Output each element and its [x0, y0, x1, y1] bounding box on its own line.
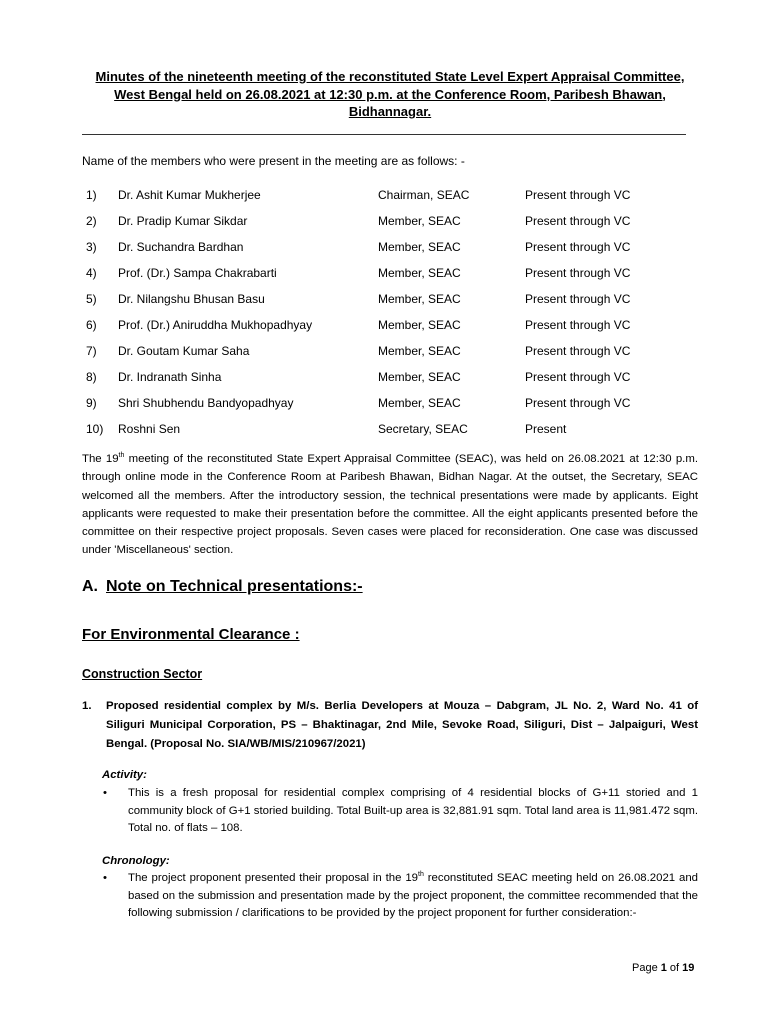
- member-row: [82, 290, 698, 316]
- proposal-text: Proposed residential complex by M/s. Berlia Developers at Mouza – Dabgram, JL No. 2, Ward No. 41 of Siliguri Municipal Corporation, PS – Bhaktinagar, 2nd Mile, Sevoke Road, Siliguri, Dist – Jalpaiguri, West Bengal. (Proposal No. SIA/WB/MIS/210967/2021): [106, 700, 698, 750]
- member-number: 4): [86, 266, 97, 280]
- member-status: Present through VC: [525, 292, 631, 306]
- page-number: Page 1 of 19: [632, 962, 695, 974]
- member-status: Present through VC: [525, 344, 631, 358]
- member-row: [82, 394, 698, 420]
- member-status: Present through VC: [525, 396, 631, 410]
- member-designation: Member, SEAC: [378, 292, 461, 306]
- member-designation: Secretary, SEAC: [378, 422, 468, 436]
- member-status: Present through VC: [525, 240, 631, 254]
- meeting-summary: The 19th meeting of the reconstituted State Expert Appraisal Committee (SEAC), was held on 26.08.2021 at 12:30 p.m. through online mode in the Conference Room at Paribesh Bhawan, Bidhan Nagar. At the outset, the Secretary, SEAC welcomed all the members. After the introductory session, the technical presentations were made by applicants. Eight applicants were requested to make their presentation before the committee. All the eight applicants presented before the committee on their respective project proposals. Seven cases were placed for reconsideration. One case was discussed under 'Miscellaneous' section.: [82, 452, 698, 557]
- section-a-heading: A. Note on Technical presentations:-: [82, 578, 363, 595]
- member-name: Dr. Indranath Sinha: [118, 370, 222, 384]
- members-intro: Name of the members who were present in the meeting are as follows: -: [82, 154, 465, 168]
- proposal-number: 1.: [82, 700, 92, 712]
- member-number: 2): [86, 214, 97, 228]
- member-status: Present through VC: [525, 266, 631, 280]
- member-status: Present: [525, 422, 567, 436]
- member-number: 10): [86, 422, 104, 436]
- member-name: Shri Shubhendu Bandyopadhyay: [118, 396, 294, 410]
- proposal-item: [82, 697, 698, 754]
- chronology-bullet: [100, 870, 698, 923]
- member-designation: Member, SEAC: [378, 396, 461, 410]
- member-number: 5): [86, 292, 97, 306]
- member-row: [82, 342, 698, 368]
- member-number: 1): [86, 188, 97, 202]
- member-number: 3): [86, 240, 97, 254]
- member-name: Prof. (Dr.) Sampa Chakrabarti: [118, 266, 277, 280]
- member-row: [82, 420, 698, 446]
- member-number: 9): [86, 396, 97, 410]
- member-designation: Member, SEAC: [378, 344, 461, 358]
- member-name: Dr. Ashit Kumar Mukherjee: [118, 188, 261, 202]
- member-name: Dr. Goutam Kumar Saha: [118, 344, 250, 358]
- member-designation: Member, SEAC: [378, 370, 461, 384]
- member-row: [82, 212, 698, 238]
- member-designation: Member, SEAC: [378, 214, 461, 228]
- bullet-icon: •: [103, 787, 107, 799]
- member-designation: Member, SEAC: [378, 266, 461, 280]
- bullet-icon: •: [103, 872, 107, 884]
- construction-sector-heading: Construction Sector: [82, 667, 203, 681]
- member-number: 7): [86, 344, 97, 358]
- title-divider: [82, 134, 686, 135]
- member-status: Present through VC: [525, 318, 631, 332]
- member-row: [82, 368, 698, 394]
- members-list: [82, 186, 698, 446]
- activity-text: This is a fresh proposal for residential complex comprising of 4 residential blocks of G+11 storied and 1 community block of G+1 storied building. Total Built-up area is 32,881.91 sqm. Total land area is 11,981.472 sqm. Total no. of flats – 108.: [128, 787, 698, 834]
- member-number: 8): [86, 370, 97, 384]
- page-title: Minutes of the nineteenth meeting of the reconstituted State Level Expert Appraisal Committee, West Bengal held on 26.08.2021 at 12:30 p.m. at the Conference Room, Paribesh Bhawan, Bidhannagar.: [95, 69, 685, 119]
- member-row: [82, 186, 698, 212]
- member-name: Dr. Nilangshu Bhusan Basu: [118, 292, 265, 306]
- member-number: 6): [86, 318, 97, 332]
- member-name: Prof. (Dr.) Aniruddha Mukhopadhyay: [118, 318, 313, 332]
- env-clearance-heading: For Environmental Clearance :: [82, 626, 300, 643]
- member-name: Roshni Sen: [118, 422, 181, 436]
- member-status: Present through VC: [525, 188, 631, 202]
- member-designation: Member, SEAC: [378, 240, 461, 254]
- member-row: [82, 316, 698, 342]
- member-row: [82, 238, 698, 264]
- member-name: Dr. Pradip Kumar Sikdar: [118, 214, 248, 228]
- member-designation: Member, SEAC: [378, 318, 461, 332]
- activity-bullet: [100, 785, 698, 838]
- member-name: Dr. Suchandra Bardhan: [118, 240, 244, 254]
- member-designation: Chairman, SEAC: [378, 188, 470, 202]
- activity-label: Activity:: [102, 769, 147, 781]
- member-status: Present through VC: [525, 214, 631, 228]
- chronology-label: Chronology:: [102, 855, 170, 867]
- chronology-text: The project proponent presented their proposal in the 19th reconstituted SEAC meeting held on 26.08.2021 and based on the submission and presentation made by the project proponent, the committee recommended that the following submission / clarifications to be provided by the project proponent for further consideration:-: [128, 871, 698, 919]
- member-status: Present through VC: [525, 370, 631, 384]
- member-row: [82, 264, 698, 290]
